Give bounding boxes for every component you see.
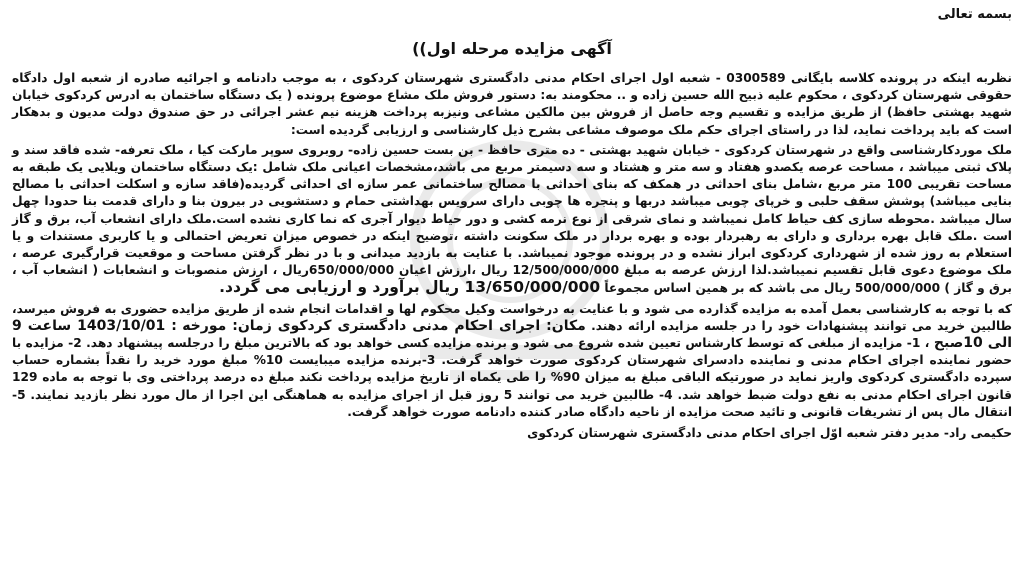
auction-terms-paragraph (12, 301, 1012, 421)
auction-place-text: مکان: اجرای احکام مدنی دادگستری کردکوی زمان: مورخه (182, 317, 586, 334)
case-introduction-paragraph: نظربه اینکه در پرونده کلاسه بایگانی 0300589 - شعبه اول اجرای احکام مدنی دادگستری شهرستان کردکوی ، به موجب دادنامه و اجرائیه صادره از شعبه اول دادگاه حقوقی شهرستان کردکوی ، محکوم علیه ذبیح الله حسین زاده و .. محکومند به: دستور فروش ملک مشاع موضوع پرونده ( یک دستگاه ساختمان به ادرس کردکوی خیابان شهید بهشتی حافظ) از طریق مزایده و تقسیم وجه حاصل از فروش بین مالکین مشاعی ونیزبه پرداخت هزینه نیم عشر اجرائی در حق صندوق دولت مدیون و بدهکار است که باید پرداخت نماید، لذا در راستای اجرای حکم ملک موصوف مشاعی بشرح ذیل کارشناسی و ارزیابی گردیده است: (12, 71, 1012, 137)
auction-conditions-text: ، 1- مزایده از مبلغی که توسط کارشناس تعیین شده شروع می شود و برنده مزایده کسی خواهد بود که بالاترین مبلغ را درجلسه پیشنهاد دهد. 2- مزایده با حضور نماینده اجرای احکام مدنی و نماینده دادسرای شهرستان کردکوی صورت خواهد گرفت. 3-برنده مزایده میبایست 10% مبلغ مورد خرید را نقداً بشماره حساب سپرده دادگستری کردکوی واریز نماید در صورتیکه الباقی مبلغ به میزان 90% را طی یکماه از تاریخ مزایده پرداخت نکند مبلغ ده درصد پرداختی وی با توجه به ماده 129 قانون اجرای احکام مدنی به نفع دولت ضبط خواهد شد. 4- طالبین خرید می توانند 5 روز قبل از اجرای مزایده به هماهنگی این اجرا از مال مورد نظر بازدید نمایند. 5- انتقال مال پس از تشریفات قانونی و تائید صحت مزایده از ناحیه دادگاه صادر کننده دادنامه صورت خواهد گرفت. (12, 336, 1012, 419)
bismillah-heading: بسمه تعالی (937, 7, 1012, 22)
auction-intro-text: که با توجه به کارشناسی بعمل آمده به مزایده گذارده می شود و با عنایت به درخواست وکیل محکوم لها و اقدامات انجام شده از طریق مزایده حضوری به فروش میرسد، طالبین خرید می توانند پیشنهادات خود را در جلسه مزایده ارائه دهند. (12, 301, 1012, 333)
notice-title: آگهی مزایده مرحله اول)) (412, 39, 612, 58)
property-description-paragraph (12, 142, 1012, 298)
auction-date-text: : 1403/10/01 ساعت 9 الی 10صبح (12, 317, 1013, 352)
total-valuation-text: 13/650/000/000 ریال برآورد و ارزیابی می گردد. (219, 278, 601, 297)
property-description-text: ملک موردکارشناسی واقع در شهرستان کردکوی - خیابان شهید بهشتی - ده متری حافظ - بن بست حسین زاده- روبروی سوپر مارکت کیا ، ملک تعرفه- شده فاقد سند و پلاک ثبتی میباشد ، مساحت عرصه یکصدو هفتاد و سه متر و هشتاد و سه دسیمتر مربع می باشد،مشخصات اعیانی ملک شامل :یک دستگاه ساختمان ویلایی یک طبقه به مساحت تقریبی 100 متر مربع ،شامل بنای احداثی در همکف که بنای احداثی با مصالح ساختمانی عمر سازه ای احداثی گردیده(فاقد سازه و اسکلت احداثی با مصالح بنایی میباشد) پوشش سقف حلبی و خرپای چوبی میباشد دربها و پنجره ها چوبی دارای سرویس بهداشتی حمام و دستشویی در بیرون بنا و دارای قدمت بنا حدودا چهل سال میباشد .محوطه سازی کف حیاط کامل نمیباشد و نمای شرقی از نوع نرمه کشی و دور حیاط دیوار آجری که نما کاری نشده است.ملک دارای انشعاب آب، برق و گاز است .ملک قابل بهره برداری و دارای به رهبردار بوده و بهره بردار در ملک سکونت داشته ،توضیح اینکه در خصوص میزان تعریض احتمالی و یا کاربری مستندات و یا استعلام به روز شده از شهرداری کردکوی ابراز نشده و در پرونده موجود نمیباشد. با عنایت به بازدید میدانی و با در نظر گرفتن مساحت و موقعیت قرارگیری عرصه ، ملک موضوع دعوی قابل تقسیم نمیباشد.لذا ارزش عرصه به مبلغ 12/500/000/000 ریال ،ارزش اعیان 650/000/000ریال ، ارزش منصوبات و انشعابات ( انشعاب آب ، برق و گاز ) 500/000/000 ریال می باشد که بر همین اساس مجموعاً (12, 142, 1012, 296)
signature-line: حکیمی راد- مدیر دفتر شعبه اوّل اجرای احکام مدنی دادگستری شهرستان کردکوی (527, 426, 1012, 441)
